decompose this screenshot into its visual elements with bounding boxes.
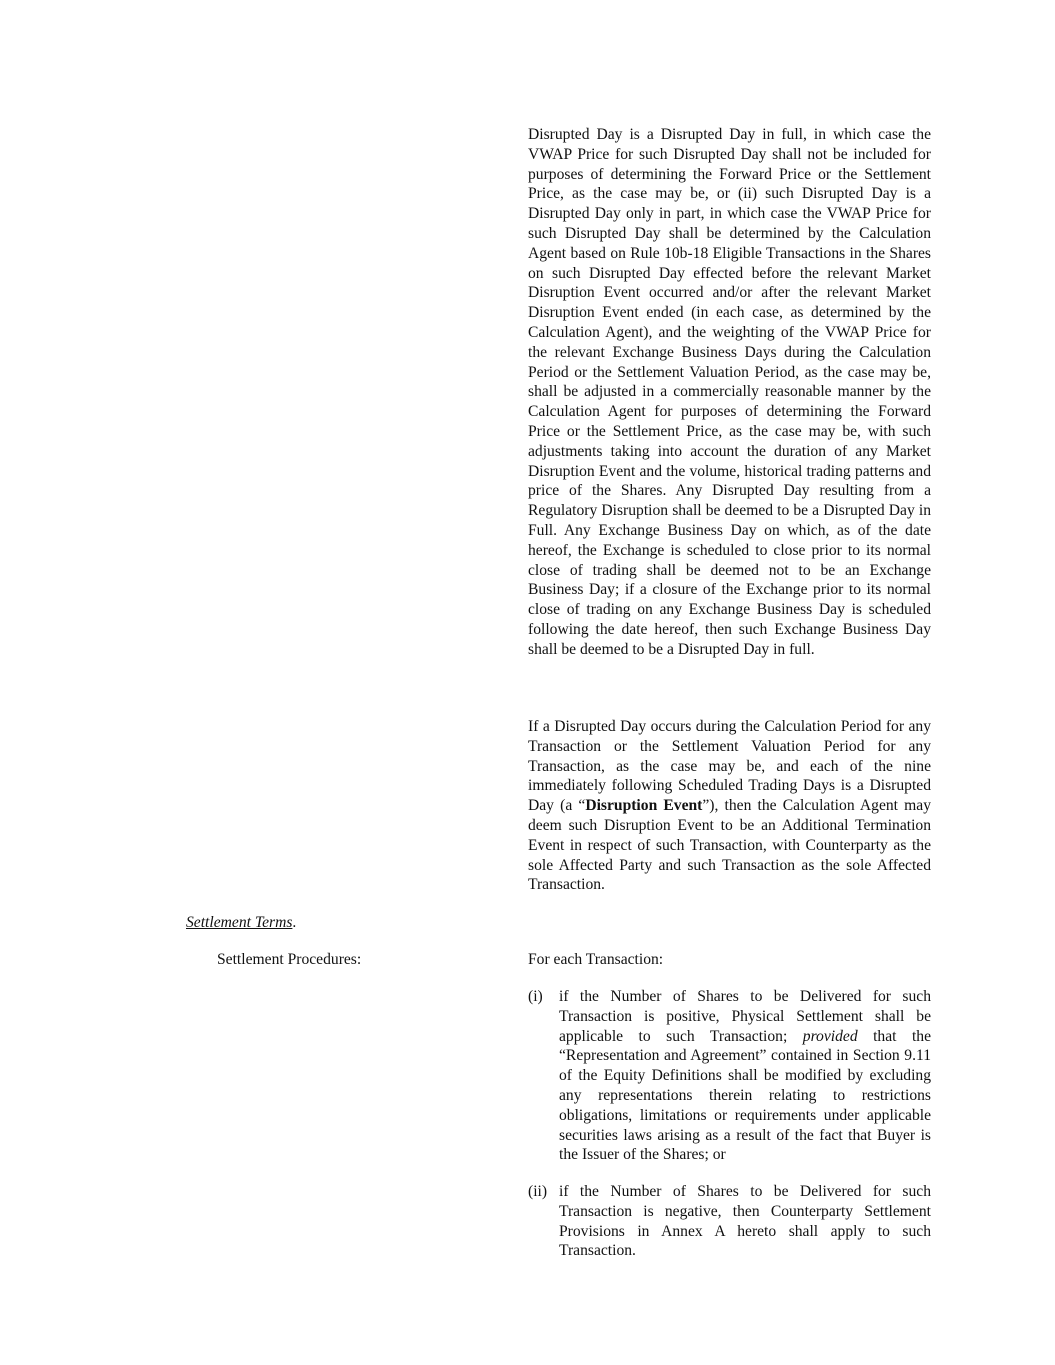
list-item-text [559, 987, 931, 1165]
disruption-paragraph-text-after: ”), then the Calculation Agent may deem such Disruption Event to be an Additional Termination Event in respect of such Transaction, with Counterparty as the sole Affected Party and such Transaction as the sole Affected Transaction. [528, 797, 931, 894]
list-item-marker: (ii) [528, 1183, 548, 1200]
provided-emphasis: provided [802, 1027, 858, 1045]
disrupted-day-continuation-paragraph: Disrupted Day is a Disrupted Day in full, in which case the VWAP Price for such Disrupted Day shall not be included for purposes of determining the Forward Price or the Settlement Price, as the case may be, or (ii) such Disrupted Day is a Disrupted Day only in part, in which case the VWAP Price for such Disrupted Day shall be determined by the Calculation Agent based on Rule 10b-18 Eligible Transactions in the Shares on such Disrupted Day effected before the relevant Market Disruption Event occurred and/or after the relevant Market Disruption Event ended (in each case, as determined by the Calculation Agent), and the weighting of the VWAP Price for the relevant Exchange Business Days during the Calculation Period or the Settlement Valuation Period, as the case may be, shall be adjusted in a commercially reasonable manner by the Calculation Agent for purposes of determining the Forward Price or the Settlement Price, as the case may be, with such adjustments taking into account the duration of any Market Disruption Event and the volume, historical trading patterns and price of the Shares. Any Disrupted Day resulting from a Regulatory Disruption shall be deemed to be a Disrupted Day in Full. Any Exchange Business Day on which, as of the date hereof, the Exchange is scheduled to close prior to its normal close of trading shall be deemed not to be an Exchange Business Day; if a closure of the Exchange prior to its normal close of trading on any Exchange Business Day is scheduled following the date hereof, then such Exchange Business Day shall be deemed to be a Disrupted Day in full. [528, 126, 931, 658]
settlement-list-item [528, 987, 931, 1165]
list-item-text-after: that the “Representation and Agreement” contained in Section 9.11 of the Equity Definitions shall be modified by excluding any representations therein relating to restrictions obligations, limitations or requirements under applicable securities laws arising as a result of the fact that Buyer is the Issuer of the Shares; or [559, 1027, 931, 1164]
list-item-text-before: if the Number of Shares to be Delivered for such Transaction is positive, Physical Settlement shall be applicable to such Transaction; [559, 988, 931, 1045]
disruption-paragraph-text-before: If a Disrupted Day occurs during the Calculation Period for any Transaction or the Settlement Valuation Period for any Transaction, as the case may be, and each of the nine immediately following Scheduled Trading Days is a Disrupted Day (a “ [528, 718, 931, 815]
disruption-event-defined-term: Disruption Event [585, 797, 703, 815]
settlement-list-item [528, 1182, 931, 1261]
settlement-procedures-intro: For each Transaction: [528, 951, 664, 968]
list-item-marker: (i) [528, 988, 543, 1005]
settlement-terms-heading-text: Settlement Terms [186, 914, 293, 931]
settlement-terms-heading-period: . [292, 914, 297, 931]
settlement-procedures-label: Settlement Procedures: [217, 951, 362, 968]
disruption-event-paragraph [528, 717, 931, 895]
settlement-terms-heading [186, 913, 296, 933]
list-item-text: if the Number of Shares to be Delivered for such Transaction is negative, then Counterparty Settlement Provisions in Annex A hereto shall apply to such Transaction. [559, 1183, 931, 1260]
